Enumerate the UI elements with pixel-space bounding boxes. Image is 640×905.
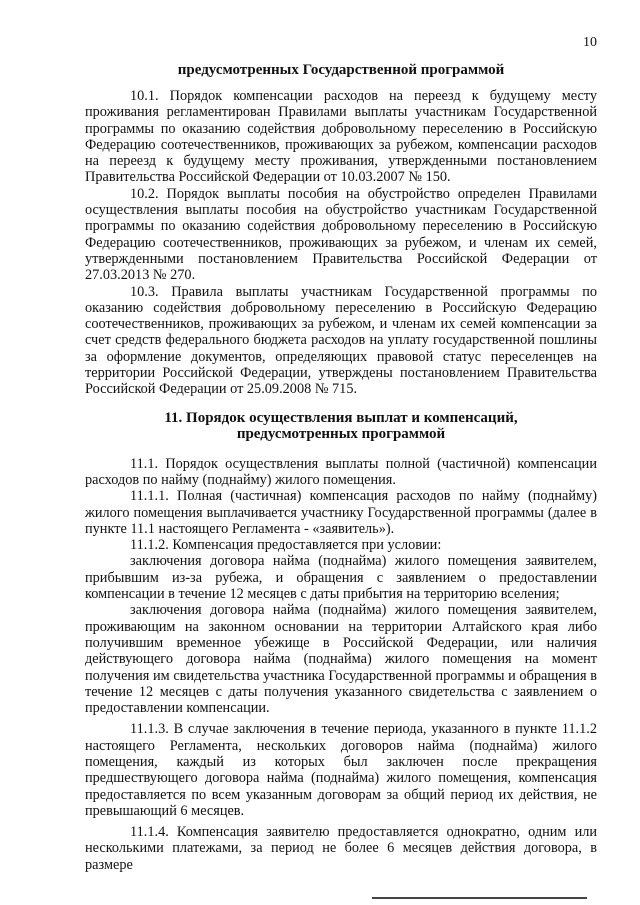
section-11-heading-line-2: предусмотренных программой (236, 425, 446, 442)
paragraph-11-1-3: 11.1.3. В случае заключения в течение периода, указанного в пункте 11.1.2 настоящего Регламента, нескольких договоров найма (поднайма) жилого помещения, каждый из которых был заключен после прекращения предшествующего договора найма (поднайма) жилого помещения, компенсация предоставляется по всем указанным договорам за общий период их действия, не превышающий 6 месяцев. (85, 721, 597, 819)
paragraph-10-2: 10.2. Порядок выплаты пособия на обустройство определен Правилами осуществления выплаты пособия на обустройство участникам Государственной программы по оказанию содействия добровольному переселению в Российскую Федерацию соотечественников, проживающих за рубежом, и членам их семей, утвержденными постановлением Правительства Российской Федерации от 27.03.2013 № 270. (85, 185, 597, 284)
section-11-heading-line-1: 11. Порядок осуществления выплат и компенсаций, (164, 409, 518, 426)
paragraph-11-1-1: 11.1.1. Полная (частичная) компенсация расходов по найму (поднайму) жилого помещения выплачивается участнику Государственной программы (далее в пункте 11.1 настоящего Регламента - «заявитель»). (85, 488, 597, 537)
condition-item-1: заключения договора найма (поднайма) жилого помещения заявителем, прибывшим из-за рубежа, и обращения с заявлением о предоставлении компенсации в течение 12 месяцев с даты прибытия на территорию вселения; (85, 553, 597, 603)
condition-item-2: заключения договора найма (поднайма) жилого помещения заявителем, проживающим на законном основании на территории Алтайского края либо получившим временное убежище в Российской Федерации, или наличия действующего договора найма (поднайма) жилого помещения на момент получения им свидетельства участника Государственной программы и обращения в течение 12 месяцев с даты получения указанного свидетельства с заявлением о предоставлении компенсации. (85, 602, 597, 717)
paragraph-11-1: 11.1. Порядок осуществления выплаты полной (частичной) компенсации расходов по найму (поднайму) жилого помещения. (85, 455, 597, 488)
paragraph-10-1: 10.1. Порядок компенсации расходов на переезд к будущему месту проживания регламентирован Правилами выплаты участникам Государственной программы по оказанию содействия добровольному переселению в Российскую Федерацию соотечественников, проживающих за рубежом, компенсации расходов на переезд к будущему месту проживания, утвержденными постановлением Правительства Российской Федерации от 10.03.2007 № 150. (85, 88, 597, 186)
section-11-heading (85, 410, 597, 442)
document-body (85, 62, 597, 873)
scan-artifact-line (372, 897, 587, 899)
paragraph-11-1-2: 11.1.2. Компенсация предоставляется при условии: (130, 537, 442, 554)
page-number: 10 (583, 35, 597, 50)
paragraph-11-1-4: 11.1.4. Компенсация заявителю предоставляется однократно, одним или несколькими платежами, за период не более 6 месяцев действия договора, в размере (85, 824, 597, 873)
section-10-heading-tail: предусмотренных Государственной программой (177, 62, 505, 78)
paragraph-10-3: 10.3. Правила выплаты участникам Государственной программы по оказанию содействия добровольному переселению в Российскую Федерацию соотечественников, проживающих за рубежом, и членам их семей компенсации за счет средств федерального бюджета расходов на уплату государственной пошлины за оформление документов, определяющих правовой статус переселенцев на территории Российской Федерации, утверждены постановлением Правительства Российской Федерации от 25.09.2008 № 715. (85, 283, 597, 398)
